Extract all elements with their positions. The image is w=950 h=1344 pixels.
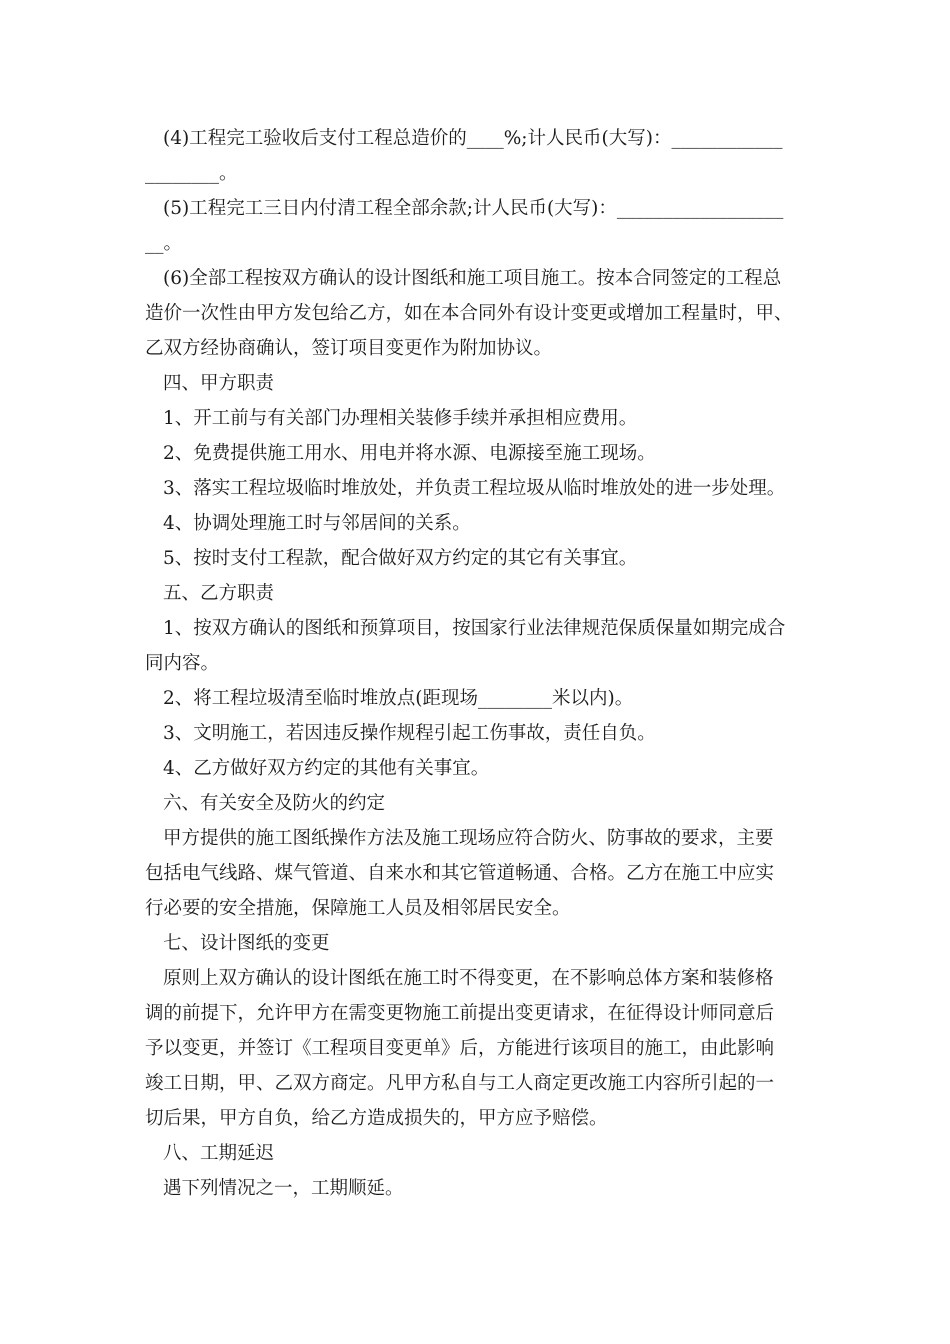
document-line: ________。 bbox=[145, 163, 238, 184]
document-line: 七、设计图纸的变更 bbox=[163, 933, 330, 954]
document-line: 4、协调处理施工时与邻居间的关系。 bbox=[163, 513, 471, 534]
document-line: 4、乙方做好双方约定的其他有关事宜。 bbox=[163, 758, 490, 779]
document-line: 切后果，甲方自负，给乙方造成损失的，甲方应予赔偿。 bbox=[145, 1108, 608, 1129]
document-line: 3、文明施工，若因违反操作规程引起工伤事故，责任自负。 bbox=[163, 723, 656, 744]
document-line: 八、工期延迟 bbox=[163, 1143, 275, 1164]
document-line: 六、有关安全及防火的约定 bbox=[163, 793, 386, 814]
document-line: 乙双方经协商确认，签订项目变更作为附加协议。 bbox=[145, 338, 553, 359]
document-line: 包括电气线路、煤气管道、自来水和其它管道畅通、合格。乙方在施工中应实 bbox=[145, 863, 775, 884]
document-line: __。 bbox=[145, 233, 183, 254]
document-line: 五、乙方职责 bbox=[163, 583, 275, 604]
document-line: 3、落实工程垃圾临时堆放处，并负责工程垃圾从临时堆放处的进一步处理。 bbox=[163, 478, 786, 499]
document-line: 调的前提下，允许甲方在需变更物施工前提出变更请求，在征得设计师同意后 bbox=[145, 1003, 775, 1024]
document-line: 予以变更，并签订《工程项目变更单》后，方能进行该项目的施工，由此影响 bbox=[145, 1038, 775, 1059]
document-line: 1、按双方确认的图纸和预算项目，按国家行业法律规范保质保量如期完成合 bbox=[163, 618, 786, 639]
document-line: 2、免费提供施工用水、用电并将水源、电源接至施工现场。 bbox=[163, 443, 656, 464]
document-page bbox=[145, 121, 810, 1206]
document-line: 造价一次性由甲方发包给乙方，如在本合同外有设计变更或增加工程量时，甲、 bbox=[145, 303, 793, 324]
document-line: 遇下列情况之一，工期顺延。 bbox=[163, 1178, 404, 1199]
document-line: 1、开工前与有关部门办理相关装修手续并承担相应费用。 bbox=[163, 408, 638, 429]
document-line: 行必要的安全措施，保障施工人员及相邻居民安全。 bbox=[145, 898, 571, 919]
document-line: (5)工程完工三日内付清工程全部余款;计人民币(大写)：__________________ bbox=[163, 198, 784, 219]
document-line: 同内容。 bbox=[145, 653, 220, 674]
document-line: (6)全部工程按双方确认的设计图纸和施工项目施工。按本合同签定的工程总 bbox=[163, 268, 782, 289]
document-line: 5、按时支付工程款，配合做好双方约定的其它有关事宜。 bbox=[163, 548, 638, 569]
document-line: 四、甲方职责 bbox=[163, 373, 275, 394]
document-line: 竣工日期，甲、乙双方商定。凡甲方私自与工人商定更改施工内容所引起的一 bbox=[145, 1073, 775, 1094]
document-line: (4)工程完工验收后支付工程总造价的____%;计人民币(大写)：____________ bbox=[163, 128, 783, 149]
document-line: 原则上双方确认的设计图纸在施工时不得变更，在不影响总体方案和装修格 bbox=[163, 968, 774, 989]
document-line: 2、将工程垃圾清至临时堆放点(距现场________米以内)。 bbox=[163, 688, 634, 709]
document-line: 甲方提供的施工图纸操作方法及施工现场应符合防火、防事故的要求，主要 bbox=[163, 828, 774, 849]
